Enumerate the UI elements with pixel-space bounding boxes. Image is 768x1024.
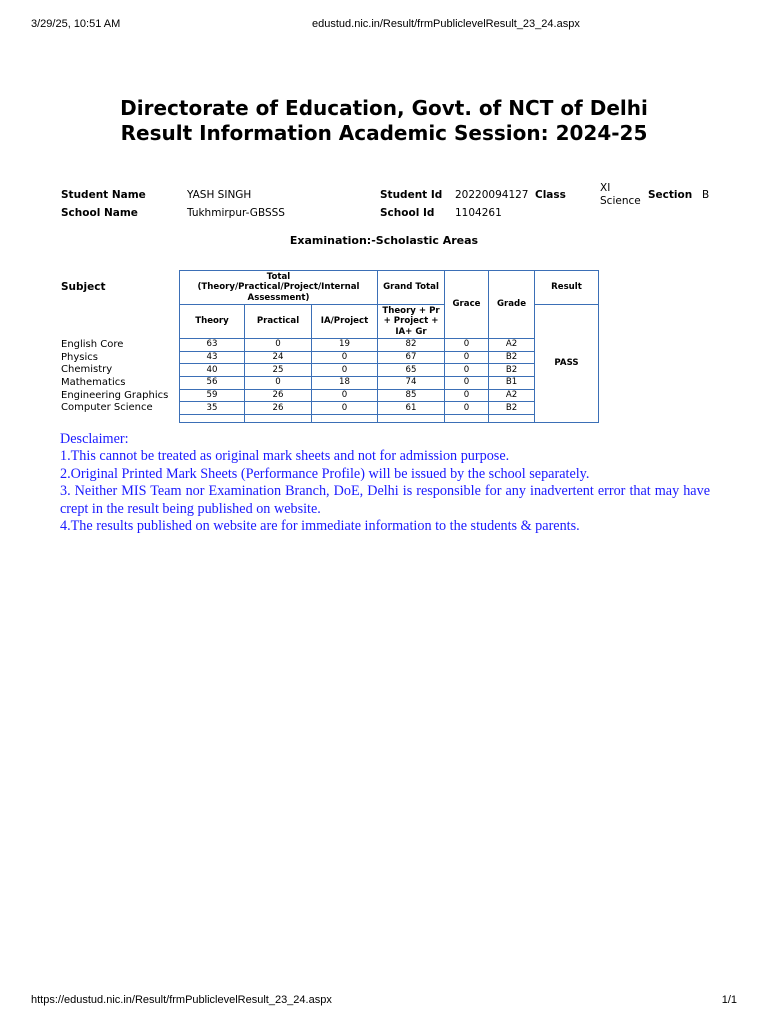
cell-grace: 0 [445,389,489,402]
cell-ia: 0 [312,389,378,402]
disclaimer-item: 1.This cannot be treated as original mark sheets and not for admission purpose. [60,448,510,465]
spacer-cell [489,415,535,423]
spacer-cell [378,415,445,423]
cell-theory: 63 [180,339,245,352]
cell-grace: 0 [445,402,489,415]
school-name-value: Tukhmirpur-GBSSS [187,207,285,219]
spacer-cell [180,415,245,423]
result-header: Result [535,271,599,305]
school-name-label: School Name [61,207,138,219]
page-title: Directorate of Education, Govt. of NCT of Delhi [120,96,648,120]
grade-header: Grade [489,271,535,339]
result-value: PASS [535,305,599,423]
gt-sub-line3: IA+ Gr [395,326,427,337]
grand-total-subheader [378,305,445,339]
disclaimer-item: 4.The results published on website are for immediate information to the students & parents. [60,518,580,535]
gt-sub-line2: + Project + [383,316,439,327]
class-value-line2: Science [600,195,641,207]
student-name-value: YASH SINGH [187,189,252,201]
cell-ia: 0 [312,402,378,415]
cell-practical: 24 [245,351,312,364]
cell-practical: 25 [245,364,312,377]
grand-total-header: Grand Total [378,271,445,305]
total-header-line2: (Theory/Practical/Project/Internal [197,282,360,293]
class-value-line1: XI [600,182,611,194]
subject-name: Physics [61,351,98,363]
subject-name: Engineering Graphics [61,389,169,401]
subject-header: Subject [61,281,106,293]
cell-theory: 59 [180,389,245,402]
spacer-cell [312,415,378,423]
cell-ia: 0 [312,351,378,364]
cell-grace: 0 [445,351,489,364]
total-header-line1: Total [266,271,291,282]
subject-name: Chemistry [61,364,113,376]
cell-grace: 0 [445,377,489,390]
school-id-label: School Id [380,207,435,219]
section-label: Section [648,189,693,201]
subject-name: English Core [61,339,124,350]
cell-ia: 0 [312,364,378,377]
print-datetime: 3/29/25, 10:51 AM [31,18,121,30]
student-name-label: Student Name [61,189,146,201]
gt-sub-line1: Theory + Pr [382,305,440,316]
cell-practical: 0 [245,339,312,352]
cell-practical: 26 [245,389,312,402]
disclaimer-item: 2.Original Printed Mark Sheets (Performance Profile) will be issued by the school separately. [60,465,590,482]
cell-grade: B1 [489,377,535,390]
cell-grade: B2 [489,364,535,377]
cell-grade: B2 [489,351,535,364]
examination-heading: Examination:-Scholastic Areas [289,234,479,247]
cell-grade: A2 [489,389,535,402]
spacer-cell [445,415,489,423]
cell-ia: 18 [312,377,378,390]
disclaimer [60,431,710,535]
cell-grand-total: 74 [378,377,445,390]
print-footer-url: https://edustud.nic.in/Result/frmPubliclevelResult_23_24.aspx [31,994,332,1006]
subject-list [61,339,168,415]
cell-grand-total: 61 [378,402,445,415]
section-value: B [702,189,710,201]
cell-practical: 0 [245,377,312,390]
subject-name: Computer Science [61,402,153,414]
cell-grace: 0 [445,364,489,377]
cell-theory: 35 [180,402,245,415]
cell-theory: 56 [180,377,245,390]
cell-theory: 40 [180,364,245,377]
total-header [180,271,378,305]
student-id-value: 20220094127 [455,189,529,201]
disclaimer-heading: Desclaimer: [60,431,129,447]
cell-theory: 43 [180,351,245,364]
theory-header: Theory [180,305,245,339]
cell-grade: A2 [489,339,535,352]
disclaimer-item: 3. Neither MIS Team nor Examination Branch, DoE, Delhi is responsible for any inadvertent error that may have crept in the result being published on website. [60,483,710,517]
page-subtitle: Result Information Academic Session: 2024-25 [120,121,648,145]
spacer-cell [245,415,312,423]
marks-table [179,270,599,423]
print-header-url: edustud.nic.in/Result/frmPubliclevelResult_23_24.aspx [312,18,580,30]
practical-header: Practical [245,305,312,339]
cell-ia: 19 [312,339,378,352]
class-value [600,182,641,208]
cell-grand-total: 65 [378,364,445,377]
print-page-number: 1/1 [721,994,737,1006]
grace-header: Grace [445,271,489,339]
subject-name: Mathematics [61,377,126,389]
class-label: Class [535,189,566,201]
student-id-label: Student Id [380,189,443,201]
cell-grand-total: 82 [378,339,445,352]
cell-practical: 26 [245,402,312,415]
cell-grade: B2 [489,402,535,415]
cell-grand-total: 85 [378,389,445,402]
cell-grand-total: 67 [378,351,445,364]
cell-grace: 0 [445,339,489,352]
total-header-line3: Assessment) [247,292,310,303]
ia-project-header: IA/Project [312,305,378,339]
school-id-value: 1104261 [455,207,502,219]
